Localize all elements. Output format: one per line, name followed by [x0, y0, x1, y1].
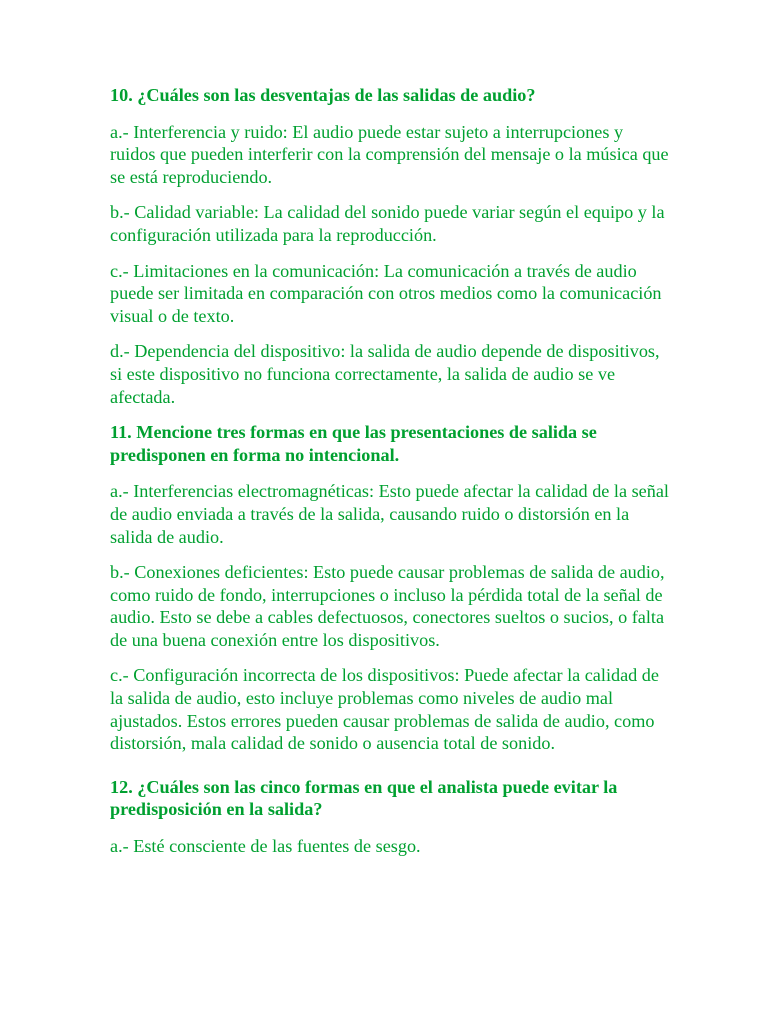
question-heading: 10. ¿Cuáles son las desventajas de las salidas de audio? — [110, 85, 536, 105]
answer-paragraph: c.- Limitaciones en la comunicación: La comunicación a través de audio puede ser limitada en comparación con otros medios como la comunicación visual o de texto. — [110, 260, 662, 326]
document-page — [110, 84, 670, 871]
question-heading: 11. Mencione tres formas en que las presentaciones de salida se predisponen en forma no intencional. — [110, 422, 597, 465]
question-heading: 12. ¿Cuáles son las cinco formas en que el analista puede evitar la predisposición en la salida? — [110, 776, 618, 820]
section-question-11 — [110, 421, 670, 755]
section-question-10 — [110, 84, 670, 408]
answer-paragraph: a.- Interferencias electromagnéticas: Esto puede afectar la calidad de la señal de audio enviada a través de la salida, causando ruido o distorsión en la salida de audio. — [110, 481, 669, 547]
answer-paragraph: a.- Interferencia y ruido: El audio puede estar sujeto a interrupciones y ruidos que pueden interferir con la comprensión del mensaje o la música que se está reproduciendo. — [110, 121, 669, 187]
answer-paragraph: d.- Dependencia del dispositivo: la salida de audio depende de dispositivos, si este dispositivo no funciona correctamente, la salida de audio se ve afectada. — [110, 341, 660, 407]
answer-paragraph: a.- Esté consciente de las fuentes de sesgo. — [110, 836, 421, 857]
answer-paragraph: b.- Conexiones deficientes: Esto puede causar problemas de salida de audio, como ruido de fondo, interrupciones o incluso la pérdida total de la señal de audio. Esto se debe a cables defectuosos, conectores sueltos o sucios, o falta de una buena conexión entre los dispositivos. — [110, 562, 665, 650]
answer-paragraph: b.- Calidad variable: La calidad del sonido puede variar según el equipo y la configuración utilizada para la reproducción. — [110, 202, 665, 245]
answer-paragraph: c.- Configuración incorrecta de los dispositivos: Puede afectar la calidad de la salida de audio, esto incluye problemas como niveles de audio mal ajustados. Estos errores pueden causar problemas de salida de audio, como distorsión, mala calidad de sonido o ausencia total de sonido. — [110, 665, 659, 754]
section-question-12 — [110, 776, 670, 858]
